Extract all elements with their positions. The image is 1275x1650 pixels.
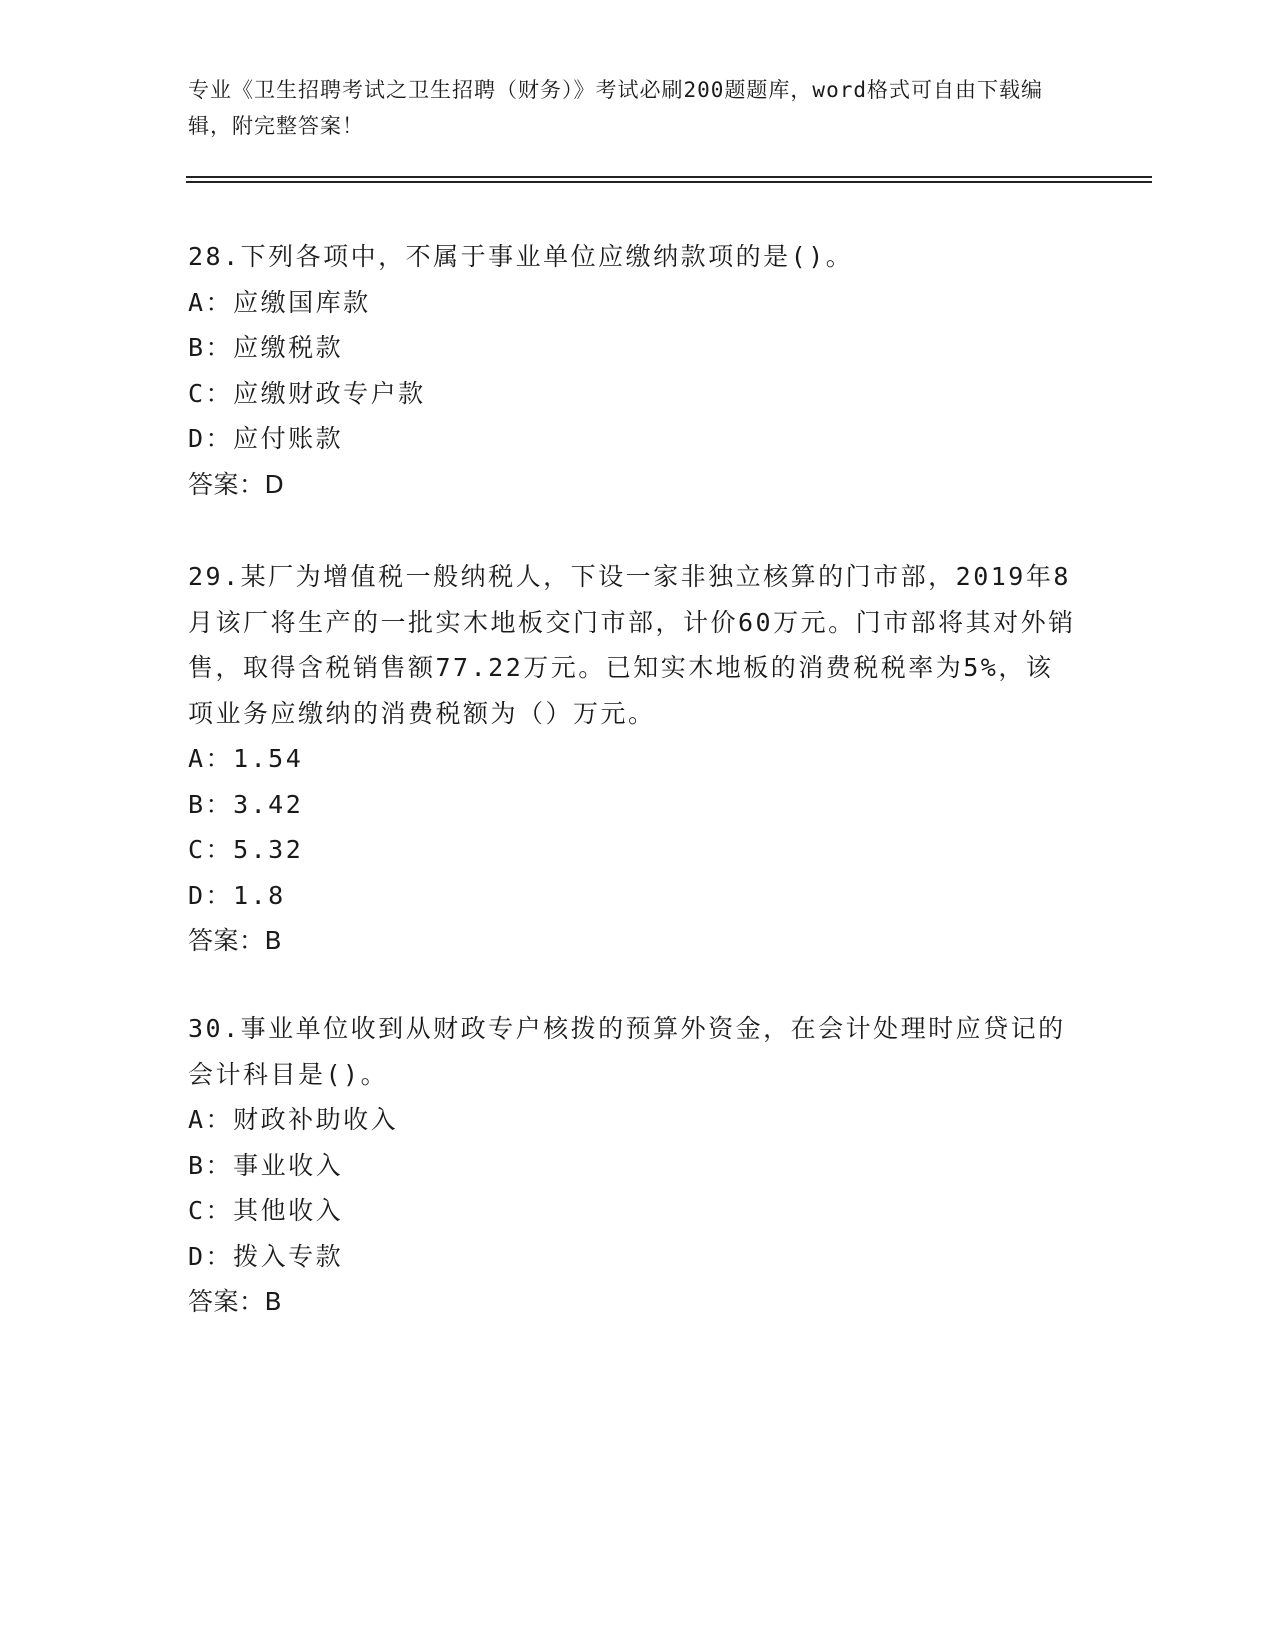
option-text: 财政补助收入 [233,1105,399,1134]
option-label: D： [188,424,234,453]
option-label: A： [188,744,234,773]
question-stem: 28.下列各项中，不属于事业单位应缴纳款项的是()。 [188,242,854,271]
option-label: B： [188,333,234,362]
question-stem: 30.事业单位收到从财政专户核拨的预算外资金，在会计处理时应贷记的会计科目是()。 [188,1014,1066,1089]
option-label: D： [188,1241,234,1271]
option-b [188,325,1078,371]
option-a [188,280,1078,326]
answer: 答案：B [188,926,283,955]
question-30 [188,1006,1078,1325]
option-text: 事业收入 [233,1150,344,1180]
option-text: 拨入专款 [233,1241,344,1271]
option-text: 应缴财政专户款 [233,378,426,408]
option-text: 5.32 [233,835,304,864]
answer: 答案：B [188,1287,283,1316]
option-label: B： [188,1150,234,1180]
option-text: 1.8 [233,880,286,910]
option-label: D： [188,880,234,910]
option-text: 1.54 [233,744,304,773]
question-stem: 29.某厂为增值税一般纳税人，下设一家非独立核算的门市部，2019年8月该厂将生产的一批实木地板交门市部，计价60万元。门市部将其对外销售，取得含税销售额77.22万元。已知实木地板的消费税税率为5%，该项业务应缴纳的消费税额为（）万元。 [188,562,1076,728]
option-a [188,736,1078,782]
option-text: 其他收入 [233,1196,344,1225]
answer: 答案：D [188,469,285,499]
option-b [188,1143,1078,1189]
option-label: C： [188,378,234,408]
option-d [188,873,1078,919]
option-label: C： [188,1196,234,1225]
option-a [188,1097,1078,1143]
option-label: A： [188,287,234,317]
option-text: 应付账款 [233,424,344,453]
option-label: B： [188,789,234,819]
header-divider-bottom [186,181,1152,183]
option-text: 应缴国库款 [233,287,371,317]
option-text: 3.42 [233,789,304,819]
option-text: 应缴税款 [233,333,344,362]
option-c [188,827,1078,873]
option-d [188,1234,1078,1280]
option-label: A： [188,1105,234,1134]
option-b [188,782,1078,828]
option-label: C： [188,835,234,864]
question-29 [188,554,1078,964]
option-d [188,416,1078,462]
option-c [188,371,1078,417]
question-28 [188,234,1078,507]
document-header: 专业《卫生招聘考试之卫生招聘（财务）》考试必刷200题题库，word格式可自由下载编辑，附完整答案！ [188,78,1043,138]
header-divider-top [186,176,1152,178]
option-c [188,1188,1078,1234]
